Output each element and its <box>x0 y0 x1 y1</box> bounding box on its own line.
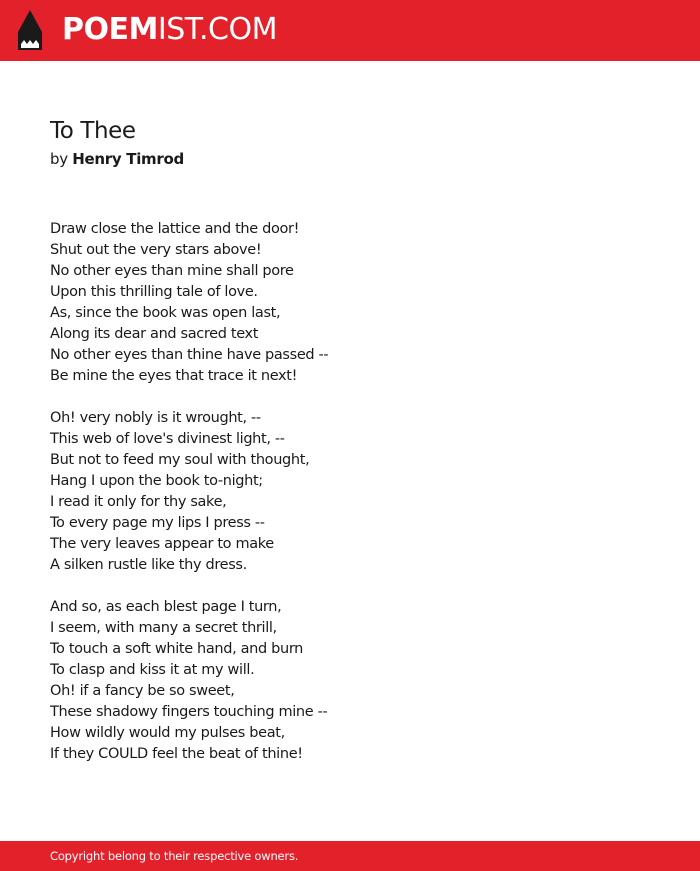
logo-bold-text: POEM <box>62 12 158 47</box>
poem-body <box>50 219 650 786</box>
poem-line: And so, as each blest page I turn, <box>50 599 282 615</box>
poem-line: Oh! very nobly is it wrought, -- <box>50 410 261 426</box>
logo-light-text: IST.COM <box>157 12 277 47</box>
poem-line: I read it only for thy sake, <box>50 494 227 510</box>
poem-byline <box>50 149 184 169</box>
poem-line: Be mine the eyes that trace it next! <box>50 368 298 384</box>
poem-line: As, since the book was open last, <box>50 305 281 321</box>
poem-line: This web of love's divinest light, -- <box>50 431 285 447</box>
poem-line: Draw close the lattice and the door! <box>50 221 300 237</box>
poem-stanza <box>50 219 650 387</box>
poem-line: Upon this thrilling tale of love. <box>50 284 258 300</box>
poem-line: But not to feed my soul with thought, <box>50 452 310 468</box>
poem-author: Henry Timrod <box>72 150 184 168</box>
poem-line: How wildly would my pulses beat, <box>50 725 285 741</box>
poem-stanza <box>50 597 650 765</box>
poem-line: Shut out the very stars above! <box>50 242 262 258</box>
site-logo[interactable] <box>62 11 277 49</box>
poem-line: Hang I upon the book to-night; <box>50 473 263 489</box>
poem-line: If they COULD feel the beat of thine! <box>50 746 303 762</box>
poem-title: To Thee <box>50 118 136 144</box>
poem-line: Oh! if a fancy be so sweet, <box>50 683 235 699</box>
by-label: by <box>50 150 68 168</box>
poem-stanza <box>50 408 650 576</box>
poem-line: Along its dear and sacred text <box>50 326 259 342</box>
poem-line: I seem, with many a secret thrill, <box>50 620 277 636</box>
poem-line: To clasp and kiss it at my will. <box>50 662 255 678</box>
poem-line: No other eyes than thine have passed -- <box>50 347 329 363</box>
site-header <box>0 0 700 61</box>
pencil-icon <box>18 10 42 50</box>
poem-line: The very leaves appear to make <box>50 536 274 552</box>
poem-line: To touch a soft white hand, and burn <box>50 641 304 657</box>
copyright-notice: Copyright belong to their respective owners. <box>50 849 299 863</box>
poem-line: These shadowy fingers touching mine -- <box>50 704 328 720</box>
poem-line: A silken rustle like thy dress. <box>50 557 247 573</box>
poem-line: No other eyes than mine shall pore <box>50 263 294 279</box>
site-footer <box>0 841 700 871</box>
poem-line: To every page my lips I press -- <box>50 515 265 531</box>
